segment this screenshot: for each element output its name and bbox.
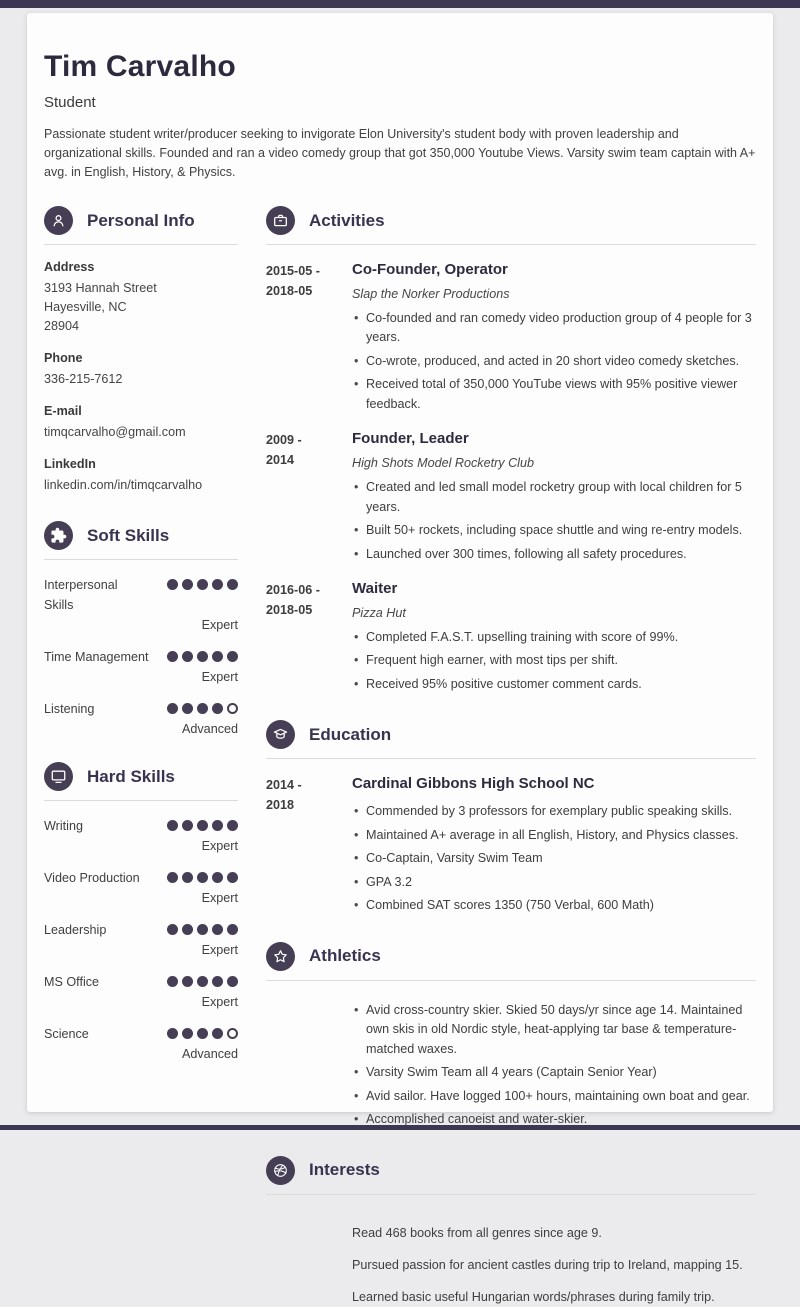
- athletics-entry: [266, 997, 756, 1130]
- entry-date-start: 2016-06 -: [266, 583, 320, 597]
- personal-info-field: [44, 260, 238, 336]
- personal-info-field: [44, 457, 238, 495]
- interest-item: Pursued passion for ancient castles during trip to Ireland, mapping 15.: [352, 1257, 743, 1272]
- entry-row: [266, 261, 756, 414]
- bullet-item: • Avid sailor. Have logged 100+ hours, maintaining own boat and gear.: [366, 1087, 756, 1107]
- entry-dates: [266, 580, 352, 694]
- skill-level: Expert: [201, 891, 238, 905]
- soft-skills-section: [44, 521, 238, 736]
- star-icon: [266, 942, 295, 971]
- field-value-line: linkedin.com/in/timqcarvalho: [44, 478, 203, 492]
- skill-dot: [227, 651, 238, 662]
- entry-company: Slap the Norker Productions: [352, 286, 510, 301]
- left-column: [44, 206, 238, 1061]
- section-divider: [266, 980, 756, 981]
- skill-dot: [197, 651, 208, 662]
- candidate-name: Tim Carvalho: [44, 50, 236, 83]
- entry-date-end: 2018-05: [266, 603, 313, 617]
- field-value: [44, 423, 238, 442]
- field-value-line: 336-215-7612: [44, 372, 123, 386]
- skill-dot: [197, 872, 208, 883]
- bullet-item: • Accomplished canoeist and water-skier.: [366, 1110, 756, 1130]
- skill-dot: [167, 872, 178, 883]
- skill-dot: [197, 976, 208, 987]
- skill-dot: [182, 820, 193, 831]
- bullet-item: • Commended by 3 professors for exemplary public speaking skills.: [366, 802, 756, 822]
- skill-dots: [167, 868, 238, 883]
- field-value-line: 3193 Hannah Street: [44, 281, 157, 295]
- skill-dot: [212, 872, 223, 883]
- skill-dot: [227, 820, 238, 831]
- skill-dot: [212, 820, 223, 831]
- monitor-icon: [44, 762, 73, 791]
- soft-skills-list: [44, 575, 238, 736]
- skill-level: Advanced: [181, 722, 238, 736]
- skill-name: Science: [44, 1027, 89, 1041]
- skill-level: Expert: [201, 995, 238, 1009]
- bullet-item: • Frequent high earner, with most tips per shift.: [366, 651, 756, 671]
- skill-row: [44, 575, 238, 632]
- section-title: Interests: [309, 1160, 380, 1179]
- entry-date-end: 2014: [266, 453, 295, 468]
- skill-level: Expert: [201, 839, 238, 853]
- entry-role: Waiter: [352, 580, 398, 597]
- entry-date-end: 2018-05: [266, 284, 313, 298]
- field-value: [44, 476, 238, 495]
- personal-info-field: [44, 404, 238, 442]
- skill-row: [44, 920, 238, 957]
- section-divider: [44, 244, 238, 245]
- interests-entry: [266, 1211, 756, 1307]
- entry-row: [266, 775, 756, 915]
- section-header: [266, 942, 756, 971]
- section-header: [44, 521, 238, 550]
- skill-dot: [167, 579, 178, 590]
- entry-bullets: [352, 309, 756, 415]
- skill-dot: [182, 651, 193, 662]
- skill-level: Expert: [201, 943, 238, 957]
- skill-dots: [167, 647, 238, 662]
- bullet-item: • Received 95% positive customer comment cards.: [366, 675, 756, 695]
- skill-dot: [182, 976, 193, 987]
- skill-row: [44, 868, 238, 905]
- field-value-line: Hayesville, NC: [44, 300, 127, 314]
- entry-company: High Shots Model Rocketry Club: [352, 456, 534, 470]
- skill-dot: [212, 703, 223, 714]
- skill-dot: [182, 703, 193, 714]
- entry-role: Co-Founder, Operator: [352, 261, 508, 278]
- skill-level: Expert: [201, 670, 238, 684]
- skill-row: [44, 1024, 238, 1061]
- skill-dot: [167, 1028, 178, 1039]
- personal-info-section: [44, 206, 238, 495]
- interests-list: [352, 1211, 756, 1307]
- entry-dates: [266, 775, 352, 915]
- skill-dot: [167, 820, 178, 831]
- bullet-item: • Varsity Swim Team all 4 years (Captain Senior Year): [366, 1063, 756, 1083]
- bullet-item: • Built 50+ rockets, including space shuttle and wing re-entry models.: [366, 521, 756, 541]
- resume-header: [44, 50, 756, 182]
- section-header: [44, 762, 238, 791]
- bullet-item: • Co-founded and ran comedy video production group of 4 people for 3 years.: [366, 309, 756, 348]
- skill-dot: [212, 976, 223, 987]
- briefcase-icon: [266, 206, 295, 235]
- skill-dot: [167, 976, 178, 987]
- skill-dots: [167, 575, 238, 590]
- puzzle-icon: [44, 521, 73, 550]
- skill-name: Time Management: [44, 650, 149, 664]
- summary-text: Passionate student writer/producer seeking to invigorate Elon University's student body with proven leadership and organizational skills. Founded and ran a video comedy group that got 350,000 Youtube Views. Varsity swim team captain with A+ avg. in English, History, & Physics.: [44, 127, 756, 179]
- skill-row: [44, 972, 238, 1009]
- section-title: Education: [309, 724, 392, 744]
- activities-entries: [266, 261, 756, 694]
- field-label: Address: [44, 260, 95, 274]
- section-divider: [266, 758, 756, 759]
- skill-name: MS Office: [44, 975, 100, 989]
- section-header: [266, 720, 756, 749]
- field-value-line: timqcarvalho@gmail.com: [44, 425, 186, 439]
- skill-dot: [197, 579, 208, 590]
- skill-dot: [182, 579, 193, 590]
- interests-section: [266, 1156, 756, 1307]
- entry-dates: [266, 261, 352, 414]
- education-section: [266, 720, 756, 915]
- entry-date-end: 2018: [266, 798, 295, 813]
- field-value: [44, 279, 238, 336]
- skill-level: Advanced: [181, 1047, 238, 1061]
- skill-row: [44, 647, 238, 684]
- entry-date-start: 2015-05 -: [266, 264, 320, 278]
- skill-level: Expert: [201, 618, 238, 632]
- section-header: [266, 206, 756, 235]
- bullet-item: • GPA 3.2: [366, 873, 756, 893]
- person-icon: [44, 206, 73, 235]
- entry-bullets: [352, 628, 756, 695]
- skill-dots: [167, 972, 238, 987]
- bullet-item: • Received total of 350,000 YouTube views with 95% positive viewer feedback.: [366, 375, 756, 414]
- skill-dot: [227, 703, 238, 714]
- field-value: [44, 370, 238, 389]
- skill-dots: [167, 920, 238, 935]
- field-label: E-mail: [44, 404, 82, 418]
- bullet-item: • Avid cross-country skier. Skied 50 days/yr since age 14. Maintained own skis in old Nordic style, heat-applying tar base & temperature-matched waxes.: [366, 1001, 756, 1060]
- section-header: [266, 1156, 756, 1185]
- section-title: Hard Skills: [87, 766, 175, 786]
- skill-dot: [212, 1028, 223, 1039]
- entry-date-start: 2014 -: [266, 778, 302, 793]
- section-header: [44, 206, 238, 235]
- section-title: Activities: [309, 210, 385, 230]
- skill-dot: [197, 820, 208, 831]
- section-divider: [44, 800, 238, 801]
- skill-dot: [197, 703, 208, 714]
- skill-dots: [167, 816, 238, 831]
- bullet-item: • Launched over 300 times, following all safety procedures.: [366, 545, 756, 565]
- skill-dot: [227, 872, 238, 883]
- skill-dots: [167, 1024, 238, 1039]
- entry-bullets: [352, 478, 756, 564]
- field-label: Phone: [44, 351, 83, 365]
- skill-dot: [167, 651, 178, 662]
- skill-dot: [227, 1028, 238, 1039]
- entry-row: [266, 430, 756, 564]
- skill-dot: [227, 924, 238, 935]
- skill-name: Interpersonal Skills: [44, 578, 118, 612]
- skill-dot: [182, 924, 193, 935]
- resume-page: [27, 13, 773, 1304]
- interest-item: Read 468 books from all genres since age 9.: [352, 1225, 602, 1240]
- field-label: LinkedIn: [44, 457, 96, 471]
- bullet-item: • Co-wrote, produced, and acted in 20 short video comedy sketches.: [366, 352, 756, 372]
- skill-name: Writing: [44, 819, 83, 833]
- entry-dates: [266, 997, 352, 1130]
- skill-name: Listening: [44, 702, 95, 716]
- skill-dots: [167, 699, 238, 714]
- entry-dates: [266, 430, 352, 564]
- personal-info-fields: [44, 260, 238, 495]
- top-accent-bar: [0, 0, 800, 8]
- entry-role: Founder, Leader: [352, 430, 469, 448]
- skill-dot: [212, 579, 223, 590]
- skill-row: [44, 699, 238, 736]
- activities-section: [266, 206, 756, 694]
- bullet-item: • Created and led small model rocketry group with local children for 5 years.: [366, 478, 756, 517]
- bullet-item: • Completed F.A.S.T. upselling training with score of 99%.: [366, 628, 756, 648]
- section-title: Athletics: [309, 946, 381, 965]
- graduation-cap-icon: [266, 720, 295, 749]
- skill-dot: [212, 651, 223, 662]
- bullet-item: • Combined SAT scores 1350 (750 Verbal, 600 Math): [366, 896, 756, 916]
- school-name: Cardinal Gibbons High School NC: [352, 775, 595, 793]
- skill-name: Video Production: [44, 871, 140, 885]
- skill-dot: [227, 579, 238, 590]
- ball-icon: [266, 1156, 295, 1185]
- skill-name: Leadership: [44, 923, 107, 937]
- skill-dot: [167, 924, 178, 935]
- section-title: Personal Info: [87, 210, 195, 230]
- skill-row: [44, 816, 238, 853]
- skill-dot: [182, 872, 193, 883]
- skill-dot: [197, 924, 208, 935]
- hard-skills-section: [44, 762, 238, 1061]
- skill-dot: [182, 1028, 193, 1039]
- personal-info-field: [44, 351, 238, 389]
- skill-dot: [167, 703, 178, 714]
- entry-date-start: 2009 -: [266, 433, 302, 448]
- right-column: [266, 206, 756, 1307]
- athletics-bullets: [352, 1001, 756, 1130]
- skill-dot: [197, 1028, 208, 1039]
- skill-dot: [227, 976, 238, 987]
- job-title: Student: [44, 94, 96, 111]
- hard-skills-list: [44, 816, 238, 1061]
- bullet-item: • Maintained A+ average in all English, History, and Physics classes.: [366, 826, 756, 846]
- education-entries: [266, 775, 756, 915]
- entry-dates: [266, 1211, 352, 1307]
- section-title: Soft Skills: [87, 525, 170, 545]
- section-divider: [44, 559, 238, 560]
- section-divider: [266, 244, 756, 245]
- section-divider: [266, 1194, 756, 1195]
- skill-dot: [212, 924, 223, 935]
- interest-item: Learned basic useful Hungarian words/phrases during family trip.: [352, 1289, 715, 1304]
- bullet-item: • Co-Captain, Varsity Swim Team: [366, 849, 756, 869]
- entry-row: [266, 580, 756, 694]
- entry-company: Pizza Hut: [352, 605, 406, 620]
- entry-bullets: [352, 802, 756, 916]
- athletics-section: [266, 942, 756, 1130]
- field-value-line: 28904: [44, 319, 80, 333]
